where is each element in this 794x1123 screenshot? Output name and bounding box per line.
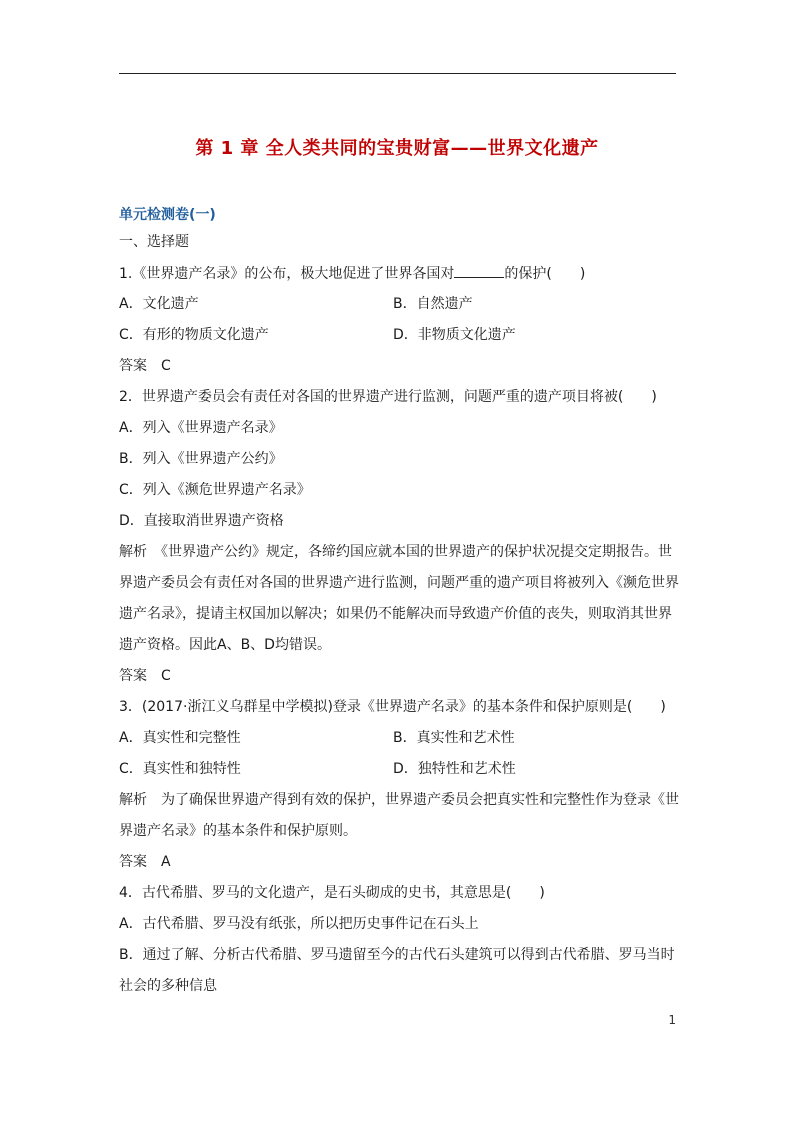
question-3-option-a: A．真实性和完整性 — [119, 730, 241, 746]
question-3-option-b: B．真实性和艺术性 — [393, 730, 515, 746]
chapter-title: 第 1 章 全人类共同的宝贵财富——世界文化遗产 — [195, 138, 599, 159]
question-4-option-a: A．古代希腊、罗马没有纸张，所以把历史事件记在石头上 — [119, 916, 479, 932]
question-1-stem-a: 1.《世界遗产名录》的公布，极大地促进了世界各国对 — [119, 266, 455, 282]
fill-blank — [454, 263, 504, 278]
question-3-answer: 答案 A — [119, 854, 171, 870]
question-3-stem: 3．(2017·浙江义乌群星中学模拟)登录《世界遗产名录》的基本条件和保护原则是( ) — [119, 699, 666, 715]
question-4-option-b: B．通过了解、分析古代希腊、罗马遗留至今的古代石头建筑可以得到古代希腊、罗马当时社会的多种信息 — [119, 947, 675, 994]
question-1-option-d: D．非物质文化遗产 — [393, 327, 516, 343]
question-3-options-ab — [119, 728, 679, 759]
question-1-stem-b: 的保护( ) — [504, 266, 586, 282]
question-3-option-d: D．独特性和艺术性 — [393, 761, 516, 777]
question-1-option-b: B．自然遗产 — [393, 296, 473, 312]
question-1-stem — [119, 263, 679, 294]
question-2-answer: 答案 C — [119, 668, 171, 684]
question-2-option-b: B．列入《世界遗产公约》 — [119, 451, 283, 467]
question-1-answer: 答案 C — [119, 358, 171, 374]
question-2-analysis: 解析 《世界遗产公约》规定，各缔约国应就本国的世界遗产的保护状况提交定期报告。世界遗产委员会有责任对各国的世界遗产进行监测，问题严重的遗产项目将被列入《濒危世界遗产名录》，提请主权国加以解决；如果仍不能解决而导致遗产价值的丧失，则取消其世界遗产资格。因此A、B、D均错误。 — [119, 544, 679, 653]
question-2-option-d: D．直接取消世界遗产资格 — [119, 513, 284, 529]
header-rule — [119, 73, 676, 74]
question-2-option-c: C．列入《濒危世界遗产名录》 — [119, 482, 311, 498]
question-content — [119, 232, 679, 1007]
question-3-option-c: C．真实性和独特性 — [119, 761, 241, 777]
question-1-option-a: A．文化遗产 — [119, 296, 199, 312]
part-heading: 一、选择题 — [119, 234, 189, 250]
question-3-analysis: 解析 为了确保世界遗产得到有效的保护，世界遗产委员会把真实性和完整性作为登录《世界遗产名录》的基本条件和保护原则。 — [119, 792, 679, 839]
page-number: 1 — [668, 1013, 676, 1027]
question-2-stem: 2．世界遗产委员会有责任对各国的世界遗产进行监测，问题严重的遗产项目将被( ) — [119, 389, 657, 405]
question-4-stem: 4．古代希腊、罗马的文化遗产，是石头砌成的史书，其意思是( ) — [119, 885, 545, 901]
section-heading: 单元检测卷(一) — [119, 207, 216, 223]
question-1-option-c: C．有形的物质文化遗产 — [119, 327, 269, 343]
question-1-options-ab — [119, 294, 679, 325]
question-1-options-cd — [119, 325, 679, 356]
question-2-option-a: A．列入《世界遗产名录》 — [119, 420, 283, 436]
